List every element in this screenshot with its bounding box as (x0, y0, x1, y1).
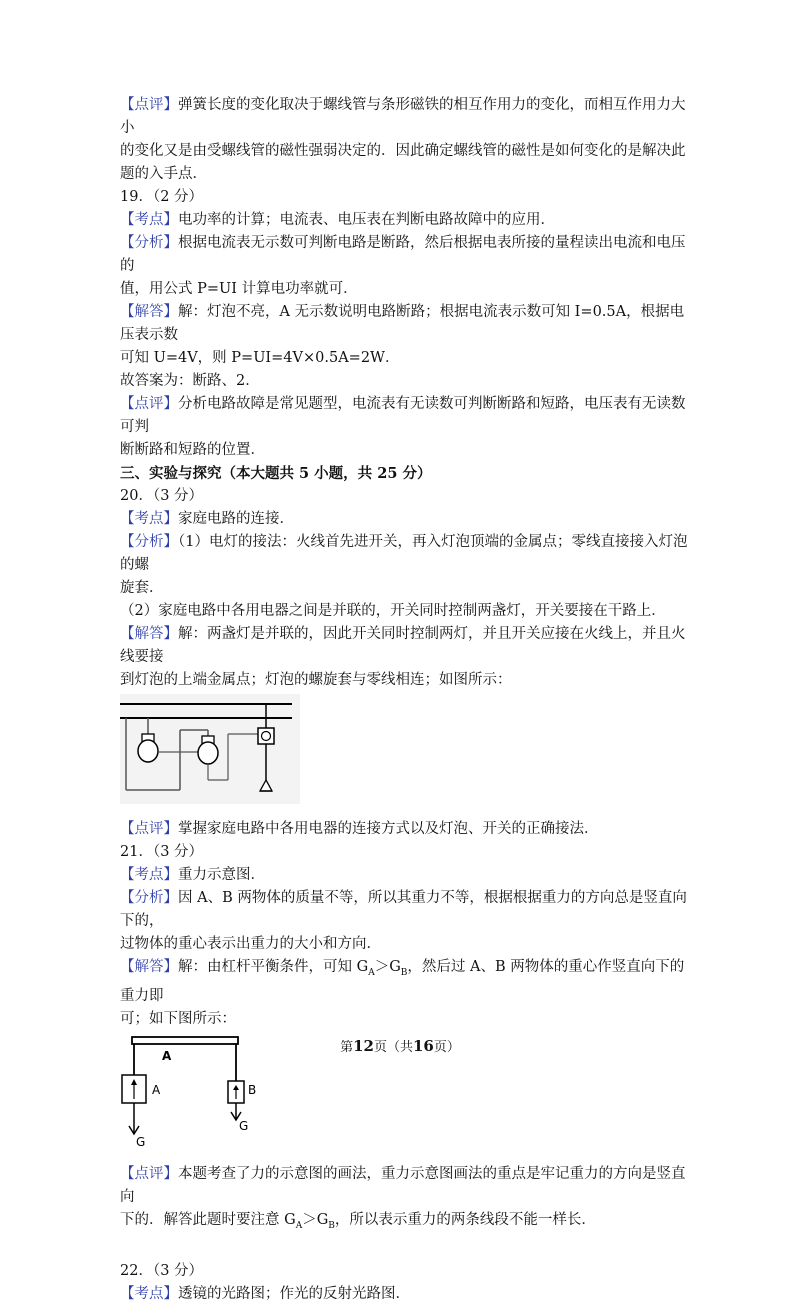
text: 根据电流表无示数可判断电路是断路，然后根据电表所接的量程读出电流和电压的 (120, 235, 686, 274)
bulb-icon (198, 742, 218, 764)
page-total: 16 (413, 1037, 434, 1055)
review-tag: 【点评】 (120, 97, 178, 113)
q21-fenxi-line2: 过物体的重心表示出重力的大小和方向． (120, 936, 381, 952)
fenxi-tag: 【分析】 (120, 534, 178, 550)
q21-fenxi-line1 (120, 887, 690, 933)
review-tag: 【点评】 (120, 396, 178, 412)
q20-pingping (120, 818, 690, 841)
text: 家庭电路的连接． (178, 511, 294, 527)
footer-mid: 页（共 (373, 1040, 413, 1055)
gravity-label-b: G (239, 1118, 249, 1133)
q20-fenxi-line3: （2）家庭电路中各用电器之间是并联的，开关同时控制两盏灯，开关要接在干路上． (120, 603, 666, 619)
q21-header: 21．（3 分） (120, 844, 204, 860)
q19-fenxi-line2: 值，用公式 P=UI 计算电功率就可． (120, 281, 358, 297)
q19-pingping-line2: 断断路和短路的位置． (120, 442, 265, 458)
text: 解：灯泡不亮，A 无示数说明电路断路；根据电流表示数可知 I=0.5A，根据电压表示数 (120, 304, 685, 343)
q19-kaodian (120, 209, 690, 232)
subscript: A (295, 1220, 303, 1231)
text: 电功率的计算；电流表、电压表在判断电路故障中的应用． (178, 212, 555, 228)
q22-kaodian (120, 1283, 690, 1306)
text: ＞G (302, 1211, 329, 1228)
text: 重力示意图． (178, 867, 265, 883)
q21-jieda-line1 (120, 956, 690, 1008)
jieda-tag: 【解答】 (120, 959, 178, 975)
text: 解：由杠杆平衡条件，可知 G (178, 959, 369, 975)
q19-header: 19．（2 分） (120, 189, 204, 205)
review-tag: 【点评】 (120, 821, 178, 837)
q19-fenxi-line1 (120, 232, 690, 278)
q19-jieda-line2: 可知 U=4V，则 P=UI=4V×0.5A=2W． (120, 350, 400, 366)
kaodian-tag: 【考点】 (120, 1285, 178, 1302)
q19-jieda-line1 (120, 301, 690, 347)
jieda-tag: 【解答】 (120, 626, 178, 642)
fenxi-tag: 【分析】 (120, 890, 178, 906)
jieda-tag: 【解答】 (120, 304, 178, 320)
text: 本题考查了力的示意图的画法，重力示意图画法的重点是牢记重力的方向是竖直向 (120, 1165, 686, 1205)
subscript: A (368, 967, 375, 978)
kaodian-tag: 【考点】 (120, 212, 178, 228)
page-content (120, 94, 690, 1306)
q20-jieda-line1 (120, 623, 690, 669)
q19-pingping-line1 (120, 393, 690, 439)
text: 因 A、B 两物体的质量不等，所以其重力不等，根据根据重力的方向总是竖直向下的， (120, 890, 687, 929)
text: 掌握家庭电路中各用电器的连接方式以及灯泡、开关的正确接法． (178, 821, 599, 837)
q18-review-line3: 题的入手点． (120, 166, 207, 182)
subscript: B (328, 1220, 335, 1231)
bulb-icon (138, 740, 158, 762)
q21-pingping-line2 (120, 1209, 690, 1238)
text: 透镜的光路图；作光的反射光路图． (178, 1285, 410, 1302)
q21-kaodian (120, 864, 690, 887)
circuit-diagram (120, 694, 300, 804)
review-tag: 【点评】 (120, 1165, 178, 1182)
section-title: 三、实验与探究（本大题共 5 小题，共 25 分） (120, 465, 432, 482)
q18-review-line2: 的变化又是由受螺线管的磁性强弱决定的．因此确定螺线管的磁性是如何变化的是解决此 (120, 143, 686, 159)
text: （1）电灯的接法：火线首先进开关，再入灯泡顶端的金属点；零线直接接入灯泡的螺 (120, 534, 688, 573)
switch-icon (258, 728, 274, 744)
circuit-figure (120, 694, 690, 812)
q20-header: 20．（3 分） (120, 488, 204, 504)
text: ，然后过 A、B 两物体的重心作竖直向下的重力即 (120, 959, 685, 1004)
gravity-label-a: G (136, 1134, 146, 1149)
block-b-label: B (248, 1082, 257, 1097)
fulcrum-label: A (162, 1048, 172, 1063)
q22-header: 22．（3 分） (120, 1262, 204, 1279)
text: 解：两盏灯是并联的，因此开关同时控制两灯，并且开关应接在火线上，并且火线要接 (120, 626, 686, 665)
fenxi-tag: 【分析】 (120, 235, 178, 251)
page-number: 12 (353, 1037, 374, 1055)
q20-fenxi-line1 (120, 531, 690, 577)
text: ＞G (374, 959, 401, 975)
q21-jieda-line2: 可；如下图所示： (120, 1010, 236, 1027)
text: 下的．解答此题时要注意 G (120, 1211, 296, 1228)
subscript: B (400, 967, 408, 978)
footer-prefix: 第 (340, 1040, 354, 1055)
page-footer (0, 1036, 800, 1055)
q20-fenxi-line2: 旋套． (120, 580, 164, 596)
text: ，所以表示重力的两条线段不能一样长． (334, 1211, 596, 1228)
q21-pingping-line1 (120, 1163, 690, 1209)
q20-kaodian (120, 508, 690, 531)
q18-review-line1 (120, 94, 690, 140)
q19-answer: 故答案为：断路、2． (120, 373, 260, 389)
kaodian-tag: 【考点】 (120, 867, 178, 883)
block-a-label: A (152, 1082, 161, 1097)
footer-suffix: 页） (433, 1040, 460, 1055)
text: 弹簧长度的变化取决于螺线管与条形磁铁的相互作用力的变化，而相互作用力大小 (120, 97, 686, 136)
text: 分析电路故障是常见题型，电流表有无读数可判断断路和短路，电压表有无读数可判 (120, 396, 686, 435)
kaodian-tag: 【考点】 (120, 511, 178, 527)
spacer (120, 1238, 690, 1260)
q20-jieda-line2: 到灯泡的上端金属点；灯泡的螺旋套与零线相连；如图所示： (120, 672, 512, 688)
